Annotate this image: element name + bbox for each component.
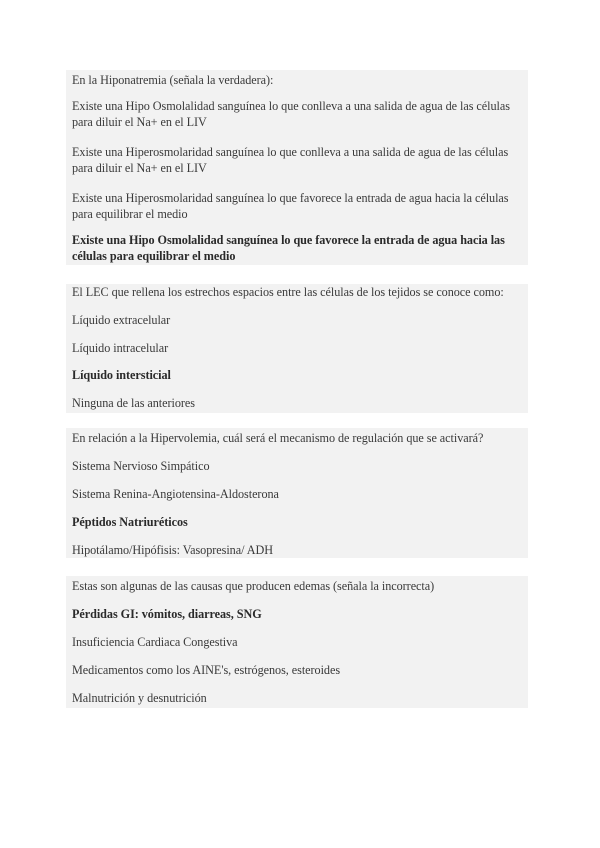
answer-option: Sistema Nervioso Simpático <box>72 459 210 473</box>
question-block-2 <box>66 284 528 413</box>
answer-option: Sistema Renina-Angiotensina-Aldosterona <box>72 487 279 501</box>
question-block-1 <box>66 70 528 265</box>
answer-option: Hipotálamo/Hipófisis: Vasopresina/ ADH <box>72 543 273 557</box>
answer-option: Insuficiencia Cardiaca Congestiva <box>72 635 238 649</box>
answer-option-correct: Existe una Hipo Osmolalidad sanguínea lo que favorece la entrada de agua hacia las células para equilibrar el medio <box>72 233 505 263</box>
answer-option: Existe una Hiperosmolaridad sanguínea lo que conlleva a una salida de agua de las células para diluir el Na+ en el LIV <box>72 145 509 175</box>
answer-option: Existe una Hipo Osmolalidad sanguínea lo que conlleva a una salida de agua de las células para diluir el Na+ en el LIV <box>72 99 510 129</box>
question-prompt: En la Hiponatremia (señala la verdadera): <box>72 73 274 87</box>
question-block-4 <box>66 576 528 708</box>
answer-option: Ninguna de las anteriores <box>72 396 195 410</box>
question-prompt: Estas son algunas de las causas que producen edemas (señala la incorrecta) <box>72 579 435 593</box>
answer-option: Líquido intracelular <box>72 341 169 355</box>
answer-option: Líquido extracelular <box>72 313 171 327</box>
answer-option-correct: Péptidos Natriuréticos <box>72 515 188 529</box>
answer-option: Existe una Hiperosmolaridad sanguínea lo que favorece la entrada de agua hacia la células para equilibrar el medio <box>72 191 509 221</box>
question-prompt: En relación a la Hipervolemia, cuál será el mecanismo de regulación que se activará? <box>72 431 484 445</box>
answer-option-correct: Líquido intersticial <box>72 368 171 382</box>
question-block-3 <box>66 428 528 558</box>
question-prompt: El LEC que rellena los estrechos espacios entre las células de los tejidos se conoce como: <box>72 285 504 299</box>
answer-option: Malnutrición y desnutrición <box>72 691 207 705</box>
answer-option-correct: Pérdidas GI: vómitos, diarreas, SNG <box>72 607 262 621</box>
answer-option: Medicamentos como los AINE's, estrógenos, esteroides <box>72 663 341 677</box>
